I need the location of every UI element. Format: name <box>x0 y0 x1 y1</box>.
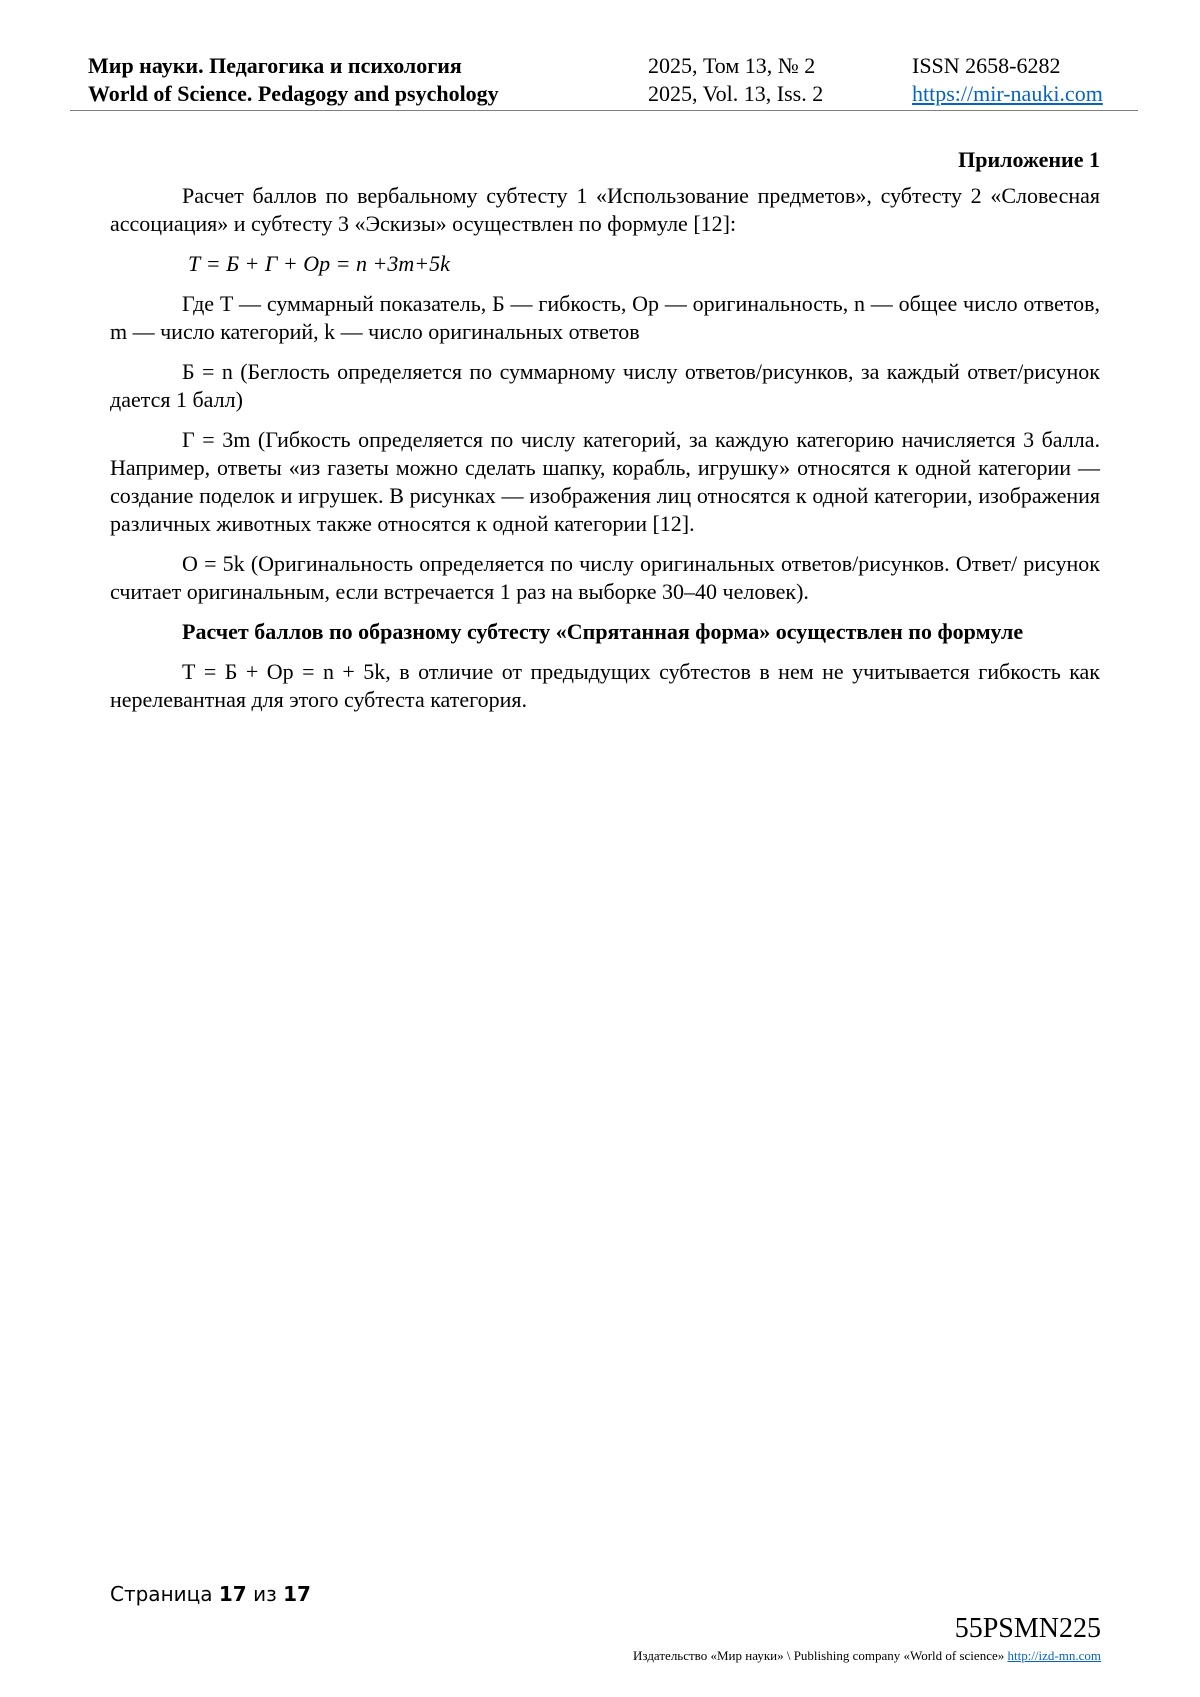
paragraph-definitions: Где Т — суммарный показатель, Б — гибкость, Ор — оригинальность, n — общее число ответов, m — число категорий, k — число оригинальных ответов <box>110 291 1100 344</box>
appendix-title: Приложение 1 <box>958 147 1100 172</box>
paragraph-originality: О = 5k (Оригинальность определяется по числу оригинальных ответов/рисунков. Ответ/ рисунок считает оригинальным, если встречается 1 раз на выборке 30–40 человек). <box>110 551 1100 604</box>
page-word: Страница <box>110 1582 213 1606</box>
paragraph-flexibility: Г = 3m (Гибкость определяется по числу категорий, за каждую категорию начисляется 3 балла. Например, ответы «из газеты можно сделать шапку, корабль, игрушку» относятся к одной категории — создание поделок и игрушек. В рисунках — изображения лиц относятся к одной категории, изображения различных животных также относятся к одной категории [12]. <box>110 427 1100 536</box>
page-current: 17 <box>218 1582 247 1606</box>
issue-block <box>648 52 823 108</box>
publisher-url-link[interactable]: http://izd-mn.com <box>1007 1648 1101 1663</box>
journal-title-block <box>88 52 499 108</box>
publisher-line <box>633 1648 1101 1664</box>
paragraph-intro: Расчет баллов по вербальному субтесту 1 «Использование предметов», субтесту 2 «Словесная ассоциация» и субтесту 3 «Эскизы» осуществлен по формуле [12]: <box>110 183 1100 236</box>
page-total: 17 <box>283 1582 311 1606</box>
page-header <box>70 52 1138 111</box>
page-number <box>110 1582 311 1606</box>
journal-title-en: World of Science. Pedagogy and psychology <box>88 81 499 106</box>
journal-url-link[interactable]: https://mir-nauki.com <box>912 81 1103 106</box>
issue-en: 2025, Vol. 13, Iss. 2 <box>648 81 824 106</box>
formula-main: Т = Б + Г + Ор = n +3m+5k <box>188 251 450 276</box>
paragraph-figural-heading: Расчет баллов по образному субтесту «Спрятанная форма» осуществлен по формуле <box>182 619 1024 644</box>
issue-ru: 2025, Том 13, № 2 <box>648 53 816 78</box>
article-code: 55PSMN225 <box>954 1613 1101 1644</box>
paragraph-fluency: Б = n (Беглость определяется по суммарному числу ответов/рисунков, за каждый ответ/рисунок дается 1 балл) <box>110 359 1100 412</box>
issn-block <box>912 52 1103 108</box>
journal-title-ru: Мир науки. Педагогика и психология <box>88 53 462 78</box>
paragraph-figural-formula: Т = Б + Ор = n + 5k, в отличие от предыдущих субтестов в нем не учитывается гибкость как нерелевантная для этого субтеста категория. <box>110 659 1100 712</box>
page-of: из <box>253 1582 277 1606</box>
page-content <box>110 146 1100 726</box>
issn: ISSN 2658-6282 <box>912 53 1061 78</box>
publisher-text: Издательство «Мир науки» \ Publishing company «World of science» <box>633 1648 1005 1663</box>
